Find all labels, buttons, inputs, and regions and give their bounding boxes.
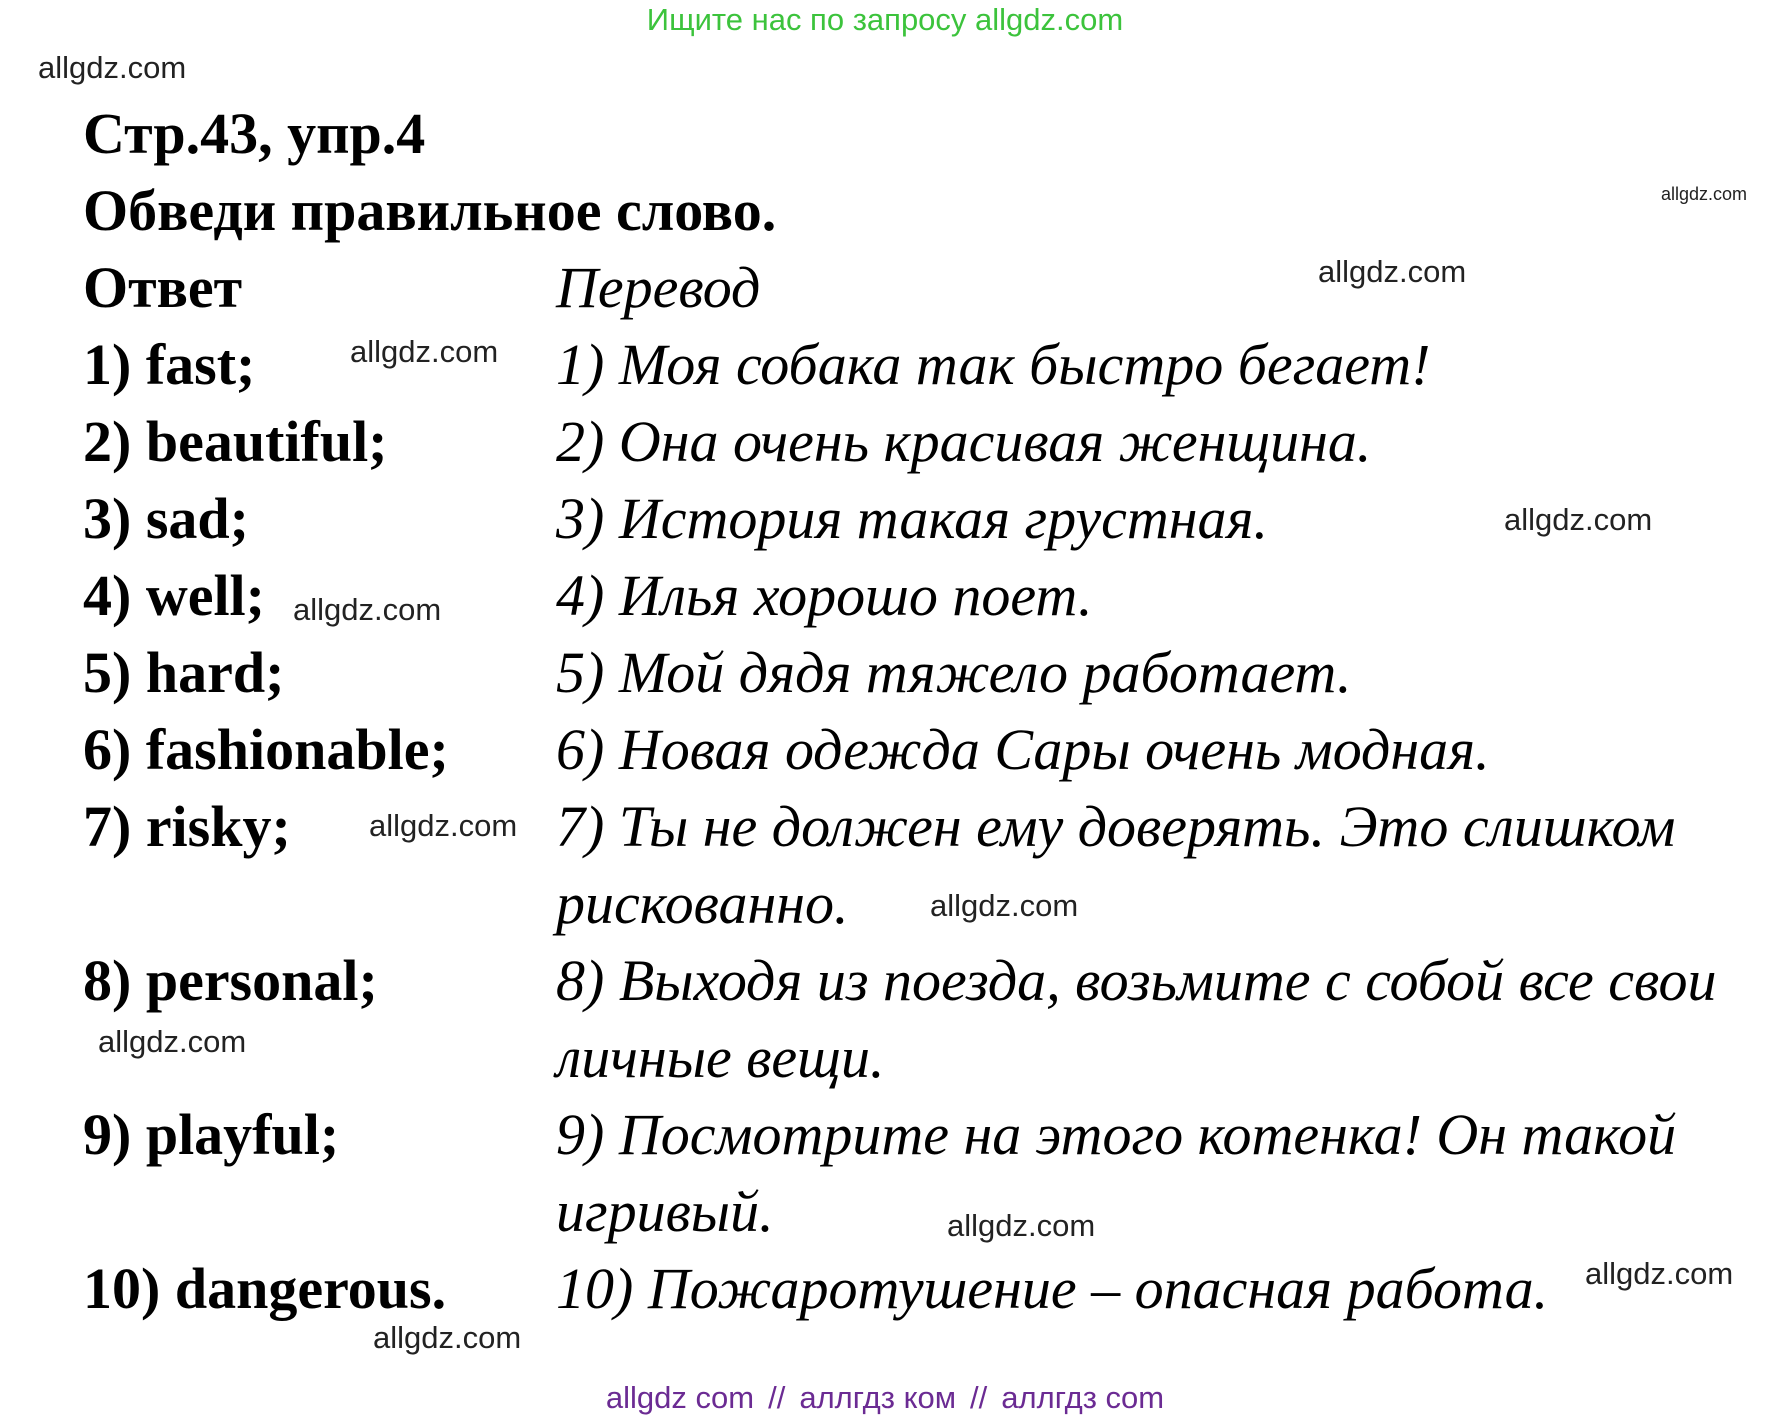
footer-watermark-part: аллгдз com xyxy=(1001,1380,1165,1415)
watermark: allgdz.com xyxy=(1661,184,1748,204)
exercise-reference: Стр.43, упр.4 xyxy=(83,101,426,166)
watermark: allgdz.com xyxy=(930,888,1079,923)
answer-item: 1) fast; xyxy=(83,332,256,397)
watermark: allgdz.com xyxy=(1585,1256,1734,1291)
footer-separator: // xyxy=(768,1380,786,1415)
footer-watermark-part: allgdz com xyxy=(605,1380,755,1415)
translation-line: игривый. xyxy=(556,1179,774,1244)
footer-watermark-banner xyxy=(0,1380,1770,1416)
translation-line: 3) История такая грустная. xyxy=(556,486,1269,551)
answer-item: 5) hard; xyxy=(83,640,285,705)
translation-line: 8) Выходя из поезда, возьмите с собой все свои xyxy=(556,948,1717,1013)
watermark: allgdz.com xyxy=(293,592,442,627)
answer-item: 3) sad; xyxy=(83,486,249,551)
translation-line: 9) Посмотрите на этого котенка! Он такой xyxy=(556,1102,1677,1167)
watermark: allgdz.com xyxy=(369,808,518,843)
watermark: allgdz.com xyxy=(350,334,499,369)
translation-line: 6) Новая одежда Сары очень модная. xyxy=(556,717,1490,782)
answer-item: 7) risky; xyxy=(83,794,291,859)
answer-item: 2) beautiful; xyxy=(83,409,388,474)
watermark: allgdz.com xyxy=(38,50,187,85)
translation-line: личные вещи. xyxy=(556,1025,885,1090)
answer-item: 10) dangerous. xyxy=(83,1256,447,1321)
translation-line: 2) Она очень красивая женщина. xyxy=(556,409,1372,474)
translation-line: 7) Ты не должен ему доверять. Это слишком xyxy=(556,794,1676,859)
footer-watermark-part: аллгдз ком xyxy=(799,1380,957,1415)
watermark: allgdz.com xyxy=(98,1024,247,1059)
translation-column-header: Перевод xyxy=(556,255,761,320)
answer-item: 6) fashionable; xyxy=(83,717,449,782)
watermark: allgdz.com xyxy=(1504,502,1653,537)
translation-line: 4) Илья хорошо поет. xyxy=(556,563,1093,628)
translation-line: рискованно. xyxy=(556,871,849,936)
translation-line: 5) Мой дядя тяжело работает. xyxy=(556,640,1352,705)
answer-item: 4) well; xyxy=(83,563,265,628)
answer-item: 8) personal; xyxy=(83,948,378,1013)
translation-line: 1) Моя собака так быстро бегает! xyxy=(556,332,1431,397)
watermark: allgdz.com xyxy=(373,1320,522,1355)
translation-line: 10) Пожаротушение – опасная работа. xyxy=(556,1256,1549,1321)
watermark: allgdz.com xyxy=(1318,254,1467,289)
exercise-instruction: Обведи правильное слово. xyxy=(83,178,777,243)
footer-separator: // xyxy=(970,1380,988,1415)
search-promo-banner: Ищите нас по запросу allgdz.com xyxy=(646,2,1124,37)
answer-item: 9) playful; xyxy=(83,1102,340,1167)
answer-column-header: Ответ xyxy=(83,255,243,320)
watermark: allgdz.com xyxy=(947,1208,1096,1243)
